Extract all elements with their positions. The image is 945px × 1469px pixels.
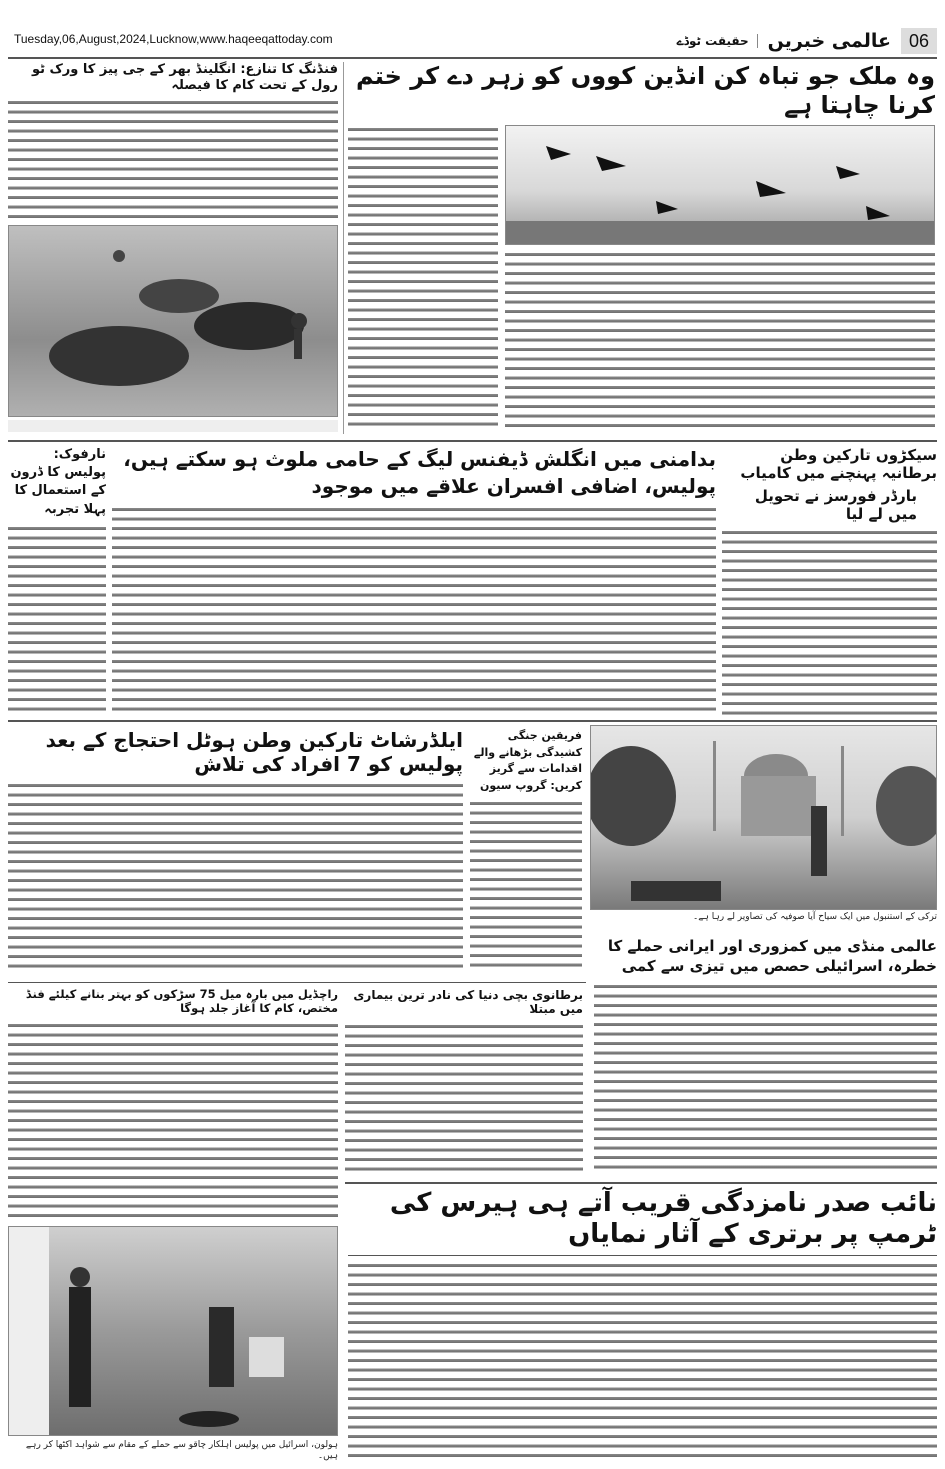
headline-migrants: سیکڑوں تارکین وطن برطانیہ پہنچنے میں کامیاب bbox=[740, 446, 937, 482]
rochdale-article bbox=[8, 988, 338, 1220]
section-rule bbox=[348, 1255, 937, 1256]
headline-israel-stocks: عالمی منڈی میں کمزوری اور ایرانی حملے کا خطرہ، اسرائیلی حصص میں تیزی سے کمی bbox=[607, 937, 937, 976]
headline-edl: بدامنی میں انگلش ڈیفنس لیگ کے حامی ملوث ہو سکتے ہیں، پولیس، اضافی افسران علاقے میں موجود bbox=[123, 447, 716, 498]
headline-aldershot: ایلڈرشاٹ تارکین وطن ہوٹل احتجاج کے بعد پولیس کو 7 افراد کی تلاش bbox=[45, 728, 463, 776]
article-body bbox=[470, 799, 582, 973]
section-rule bbox=[345, 1182, 937, 1184]
buffalo-caption bbox=[8, 420, 338, 432]
crows-photo bbox=[505, 125, 935, 245]
headline-gp-funding: فنڈنگ کا تنازع: انگلینڈ بھر کے جی پیز کا ورک ٹو رول کے تحت کام کا فیصلہ bbox=[31, 62, 338, 93]
section-title: عالمی خبریں bbox=[767, 30, 891, 52]
article-body bbox=[722, 528, 937, 716]
headline-harris-trump: نائب صدر نامزدگی قریب آتے ہی ہیرس کی ٹرمپ پر برتری کے آثار نمایاں bbox=[389, 1188, 937, 1250]
article-body bbox=[348, 125, 498, 430]
page-number: 06 bbox=[901, 28, 937, 54]
article-body bbox=[8, 1021, 338, 1220]
harris-article bbox=[348, 1188, 937, 1462]
article-body bbox=[8, 524, 106, 716]
article-body bbox=[112, 505, 716, 716]
section-rule bbox=[8, 982, 586, 983]
aldershot-article bbox=[8, 728, 463, 973]
istanbul-caption: ترکی کے استنبول میں ایک سیاح آیا صوفیہ کی تصاویر لے رہا ہے۔ bbox=[693, 912, 937, 922]
article-body bbox=[594, 982, 937, 1173]
section-rule bbox=[8, 720, 937, 722]
header-rule bbox=[8, 57, 937, 59]
gp-funding-article bbox=[8, 62, 338, 221]
article-body bbox=[345, 1022, 583, 1176]
article-body bbox=[348, 1261, 937, 1462]
rare-disease-article bbox=[345, 988, 583, 1176]
buffalo-race-photo bbox=[8, 225, 338, 417]
israel-stocks-article bbox=[594, 936, 937, 1172]
headline-norfolk-drone: نارفوک: پولیس کا ڈرون کے استعمال کا پہلا تجربہ bbox=[10, 447, 106, 517]
migrants-article bbox=[722, 446, 937, 716]
holon-caption: ہولون، اسرائیل میں پولیس اہلکار چاقو سے حملے کے مقام سے شواہد اکٹھا کر رہے ہیں۔ bbox=[25, 1440, 338, 1461]
g7-article bbox=[470, 728, 582, 973]
masthead bbox=[677, 28, 937, 54]
headline-indian-crows: وہ ملک جو تباہ کن انڈین کووں کو زہر دے کر ختم کرنا چاہتا ہے bbox=[355, 62, 935, 119]
headline-rare-disease: برطانوی بچی دنیا کی نادر ترین بیماری میں مبتلا bbox=[353, 988, 583, 1017]
hagia-sophia-photo bbox=[590, 725, 937, 910]
norfolk-article bbox=[8, 446, 106, 716]
article-body bbox=[505, 250, 935, 430]
dateline: Tuesday,06,August,2024,Lucknow,www.haqeeqattoday.com bbox=[14, 32, 333, 46]
section-rule bbox=[8, 440, 937, 442]
headline-g7: فریقین جنگی کشیدگی بڑھانے والے اقدامات سے گریز کریں: گروپ سیون bbox=[473, 729, 582, 792]
paper-logo: حقیقت ٹوڈے bbox=[677, 34, 758, 48]
headline-rochdale: راچڈیل میں بارہ میل 75 سڑکوں کو بہتر بنانے کیلئے فنڈ مختص، کام کا آغاز جلد ہوگا bbox=[25, 987, 338, 1015]
subheadline-border-force: بارڈر فورسز نے تحویل میں لے لیا bbox=[754, 487, 917, 523]
edl-article bbox=[112, 446, 716, 716]
holon-police-photo bbox=[8, 1226, 338, 1436]
article-body bbox=[8, 98, 338, 221]
column-divider bbox=[343, 62, 344, 434]
article-body bbox=[8, 781, 463, 973]
